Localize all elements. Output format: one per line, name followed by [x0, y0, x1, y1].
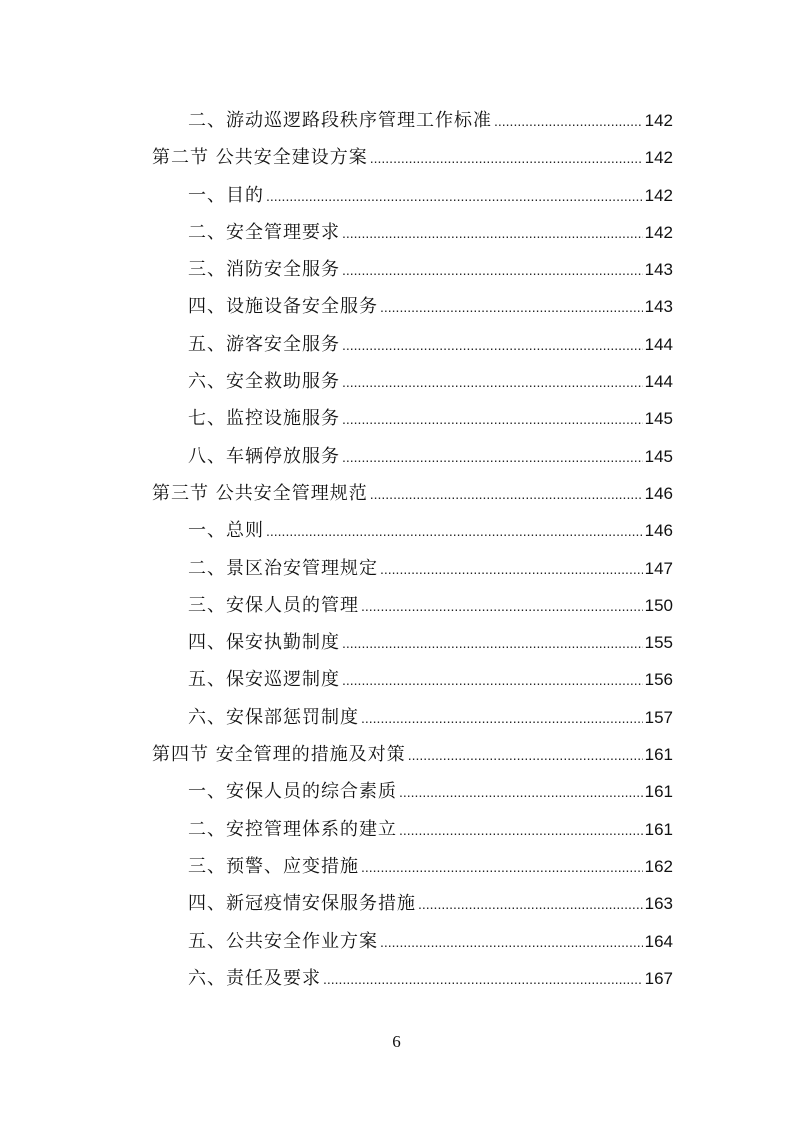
toc-entry-title: 六、安保部惩罚制度 — [188, 706, 359, 728]
toc-entry-title: 二、安全管理要求 — [188, 221, 340, 243]
toc-entry-page-number: 143 — [644, 297, 673, 317]
toc-dot-leader — [418, 886, 643, 923]
toc-entry-page-number: 161 — [644, 819, 673, 839]
toc-entry-page-number: 142 — [644, 222, 673, 242]
toc-entry-title: 五、保安巡逻制度 — [188, 669, 340, 691]
toc-subsection-entry[interactable] — [152, 923, 673, 960]
toc-entry-page-number: 144 — [644, 372, 673, 392]
toc-entry-page-number: 146 — [644, 483, 673, 503]
toc-entry-title: 第四节 安全管理的措施及对策 — [152, 744, 406, 766]
toc-dot-leader — [399, 812, 643, 849]
toc-dot-leader — [380, 551, 643, 588]
toc-subsection-entry[interactable] — [152, 326, 673, 363]
toc-entry-title: 八、车辆停放服务 — [188, 445, 340, 467]
toc-subsection-entry[interactable] — [152, 550, 673, 587]
toc-dot-leader — [408, 737, 643, 774]
toc-entry-page-number: 161 — [644, 745, 673, 765]
toc-entry-title: 六、安全救助服务 — [188, 371, 340, 393]
toc-subsection-entry[interactable] — [152, 102, 673, 139]
toc-entry-title: 二、游动巡逻路段秩序管理工作标准 — [188, 110, 492, 131]
toc-subsection-entry[interactable] — [152, 288, 673, 325]
toc-subsection-entry[interactable] — [152, 177, 673, 214]
toc-dot-leader — [380, 289, 643, 326]
toc-entry-title: 二、景区治安管理规定 — [188, 557, 378, 579]
toc-section-entry[interactable] — [152, 736, 673, 773]
toc-subsection-entry[interactable] — [152, 960, 673, 997]
page-number: 6 — [392, 1032, 401, 1051]
toc-dot-leader — [323, 961, 643, 998]
table-of-contents — [152, 102, 673, 997]
toc-entry-page-number: 142 — [644, 111, 673, 130]
toc-entry-page-number: 155 — [644, 633, 673, 653]
toc-section-entry[interactable] — [152, 139, 673, 176]
toc-entry-page-number: 163 — [644, 894, 673, 914]
toc-entry-title: 二、安控管理体系的建立 — [188, 818, 397, 840]
toc-dot-leader — [342, 252, 643, 289]
toc-entry-page-number: 147 — [644, 558, 673, 578]
toc-entry-title: 五、游客安全服务 — [188, 333, 340, 355]
toc-entry-page-number: 156 — [644, 670, 673, 690]
toc-dot-leader — [266, 178, 643, 215]
toc-subsection-entry[interactable] — [152, 811, 673, 848]
toc-entry-page-number: 146 — [644, 521, 673, 541]
toc-entry-title: 三、预警、应变措施 — [188, 855, 359, 877]
toc-dot-leader — [342, 327, 643, 364]
toc-subsection-entry[interactable] — [152, 214, 673, 251]
toc-subsection-entry[interactable] — [152, 699, 673, 736]
toc-subsection-entry[interactable] — [152, 587, 673, 624]
toc-entry-page-number: 143 — [644, 260, 673, 280]
toc-dot-leader — [494, 103, 643, 140]
toc-entry-title: 六、责任及要求 — [188, 967, 321, 989]
toc-dot-leader — [361, 849, 643, 886]
toc-entry-page-number: 150 — [644, 595, 673, 615]
toc-dot-leader — [380, 924, 643, 961]
toc-entry-page-number: 162 — [644, 856, 673, 876]
toc-dot-leader — [342, 364, 643, 401]
toc-entry-page-number: 167 — [644, 968, 673, 988]
toc-dot-leader — [370, 140, 643, 177]
toc-entry-page-number: 144 — [644, 334, 673, 354]
toc-entry-page-number: 145 — [644, 409, 673, 429]
toc-section-entry[interactable] — [152, 475, 673, 512]
toc-entry-title: 一、目的 — [188, 184, 264, 206]
toc-subsection-entry[interactable] — [152, 400, 673, 437]
toc-subsection-entry[interactable] — [152, 661, 673, 698]
toc-entry-page-number: 142 — [644, 185, 673, 205]
toc-entry-page-number: 161 — [644, 782, 673, 802]
toc-subsection-entry[interactable] — [152, 773, 673, 810]
toc-entry-page-number: 157 — [644, 707, 673, 727]
toc-dot-leader — [399, 774, 643, 811]
toc-entry-title: 一、总则 — [188, 520, 264, 542]
toc-entry-title: 四、设施设备安全服务 — [188, 296, 378, 318]
toc-dot-leader — [361, 700, 643, 737]
toc-entry-page-number: 142 — [644, 148, 673, 168]
toc-entry-title: 三、安保人员的管理 — [188, 594, 359, 616]
toc-dot-leader — [361, 588, 643, 625]
toc-subsection-entry[interactable] — [152, 624, 673, 661]
toc-entry-title: 第三节 公共安全管理规范 — [152, 482, 368, 504]
toc-entry-title: 一、安保人员的综合素质 — [188, 781, 397, 803]
toc-entry-page-number: 145 — [644, 446, 673, 466]
toc-entry-title: 四、新冠疫情安保服务措施 — [188, 893, 416, 915]
toc-subsection-entry[interactable] — [152, 251, 673, 288]
toc-entry-title: 五、公共安全作业方案 — [188, 930, 378, 952]
toc-dot-leader — [342, 625, 643, 662]
toc-dot-leader — [342, 401, 643, 438]
toc-subsection-entry[interactable] — [152, 438, 673, 475]
toc-entry-title: 七、监控设施服务 — [188, 408, 340, 430]
toc-subsection-entry[interactable] — [152, 363, 673, 400]
toc-entry-page-number: 164 — [644, 931, 673, 951]
toc-dot-leader — [370, 476, 643, 513]
toc-dot-leader — [342, 439, 643, 476]
toc-entry-title: 三、消防安全服务 — [188, 259, 340, 281]
toc-entry-title: 第二节 公共安全建设方案 — [152, 147, 368, 169]
toc-dot-leader — [342, 662, 643, 699]
toc-dot-leader — [342, 215, 643, 252]
toc-subsection-entry[interactable] — [152, 512, 673, 549]
toc-entry-title: 四、保安执勤制度 — [188, 632, 340, 654]
toc-dot-leader — [266, 513, 643, 550]
toc-subsection-entry[interactable] — [152, 885, 673, 922]
toc-subsection-entry[interactable] — [152, 848, 673, 885]
